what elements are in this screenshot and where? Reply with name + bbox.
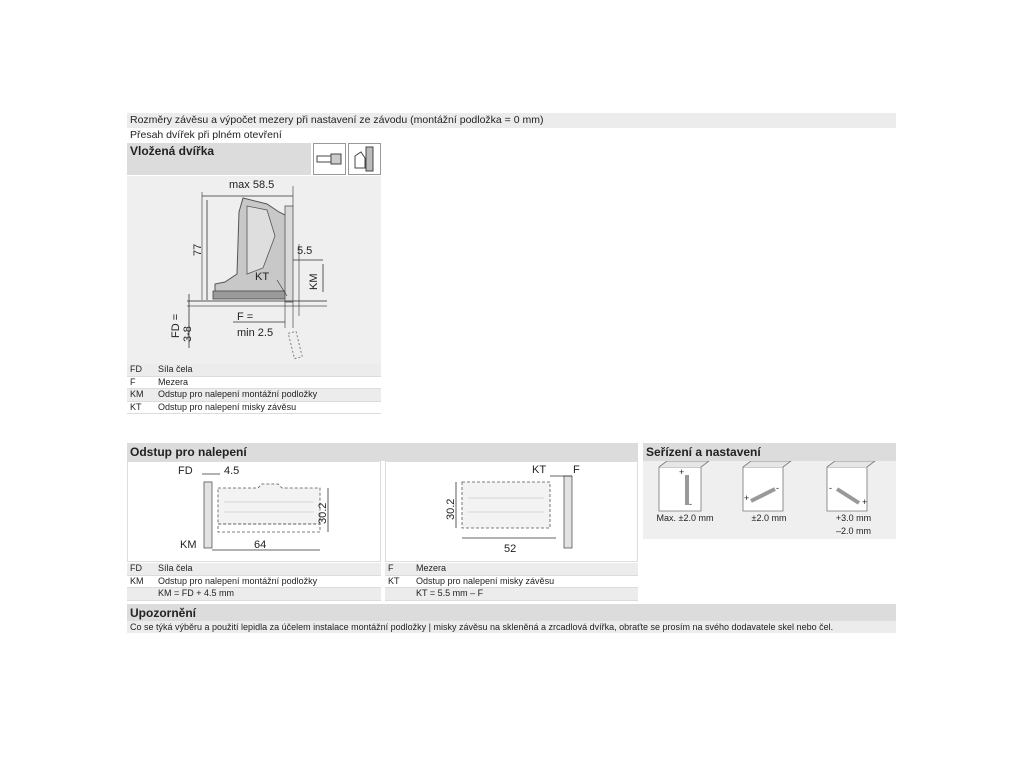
adjustment-diagrams	[643, 461, 896, 513]
legend-value: Odstup pro nalepení montážní podložky	[158, 575, 318, 586]
door-overlay-icon	[314, 144, 345, 174]
adjustment-title: Seřízení a nastavení	[643, 443, 896, 461]
dim-kt: KT	[255, 271, 270, 283]
dim-km: KM	[308, 273, 320, 290]
legend-value: KM = FD + 4.5 mm	[158, 588, 235, 598]
svg-text:+: +	[744, 493, 750, 503]
door-type-icon-b	[348, 143, 381, 175]
glue-left-km: KM	[180, 539, 197, 551]
door-type-icon-a	[313, 143, 346, 175]
legend-key	[127, 588, 158, 600]
glue-left-legend	[127, 563, 381, 601]
warning-text: Co se týká výběru a použití lepidla za účelem instalace montážní podložky | misky závěsu na skleněná a zrcadlová dvířka, obraťte se prosím na svého dodavatele skel nebo čel.	[127, 621, 896, 633]
adjust-label-3a: +3.0 mm	[835, 513, 872, 523]
glue-left-panel	[127, 461, 381, 562]
legend-key: F	[130, 376, 136, 387]
glue-left-h: 30.2	[317, 502, 329, 524]
dim-fd-2: 3-8	[182, 326, 194, 342]
glue-distance-title: Odstup pro nalepení	[127, 443, 638, 461]
intro-line-2: Přesah dvířek při plném otevření	[127, 128, 896, 143]
legend-value: Síla čela	[158, 563, 193, 573]
legend-key: FD	[130, 364, 142, 374]
vertical-adjust-icon	[659, 461, 709, 511]
legend-key: KM	[130, 389, 144, 399]
glue-right-kt: KT	[532, 464, 547, 476]
legend-key: F	[388, 563, 394, 573]
legend-key: KT	[388, 575, 400, 586]
insert-door-legend	[127, 364, 381, 414]
svg-text:+: +	[679, 467, 685, 477]
svg-text:-: -	[689, 499, 692, 509]
glue-right-panel	[385, 461, 638, 562]
dim-height: 77	[192, 243, 204, 256]
legend-row	[127, 588, 381, 601]
adjust-label-2: ±2.0 mm	[751, 513, 787, 523]
legend-row	[127, 402, 381, 415]
legend-row	[127, 377, 381, 390]
svg-text:-: -	[829, 483, 832, 493]
legend-value: Mezera	[158, 376, 189, 387]
dim-f-2: min 2.5	[237, 327, 274, 339]
dim-fd-1: FD =	[170, 313, 182, 338]
legend-row	[385, 563, 638, 576]
svg-text:-: -	[776, 483, 779, 493]
glue-right-len: 52	[504, 543, 517, 555]
glue-right-diagram	[386, 462, 637, 561]
legend-row	[127, 563, 381, 576]
legend-row	[385, 576, 638, 589]
legend-value: Síla čela	[158, 364, 193, 374]
side-adjust-icon	[743, 461, 791, 511]
glue-left-fd: FD	[178, 465, 193, 477]
svg-text:+: +	[862, 497, 868, 507]
legend-row	[385, 588, 638, 601]
adjust-label-3b: –2.0 mm	[835, 526, 871, 536]
glue-right-legend	[385, 563, 638, 601]
legend-value: KT = 5.5 mm – F	[416, 588, 484, 598]
insert-door-title: Vložená dvířka	[127, 143, 311, 175]
dim-max: max 58.5	[229, 179, 275, 191]
door-inset-icon	[349, 144, 380, 174]
legend-key: KM	[130, 575, 144, 586]
legend-value: Mezera	[416, 563, 447, 573]
depth-adjust-icon	[827, 461, 875, 511]
glue-right-h: 30.2	[445, 498, 457, 520]
intro-line-1: Rozměry závěsu a výpočet mezery při nastavení ze závodu (montážní podložka = 0 mm)	[127, 113, 896, 128]
legend-value: Odstup pro nalepení montážní podložky	[158, 389, 318, 399]
legend-value: Odstup pro nalepení misky závěsu	[416, 575, 555, 586]
glue-right-f: F	[573, 464, 580, 476]
glue-left-w: 4.5	[224, 465, 240, 477]
insert-door-diagram-panel	[127, 176, 381, 364]
legend-row	[127, 576, 381, 589]
dim-f-1: F =	[237, 311, 254, 323]
legend-key: KT	[130, 401, 142, 412]
hinge-diagram	[127, 176, 381, 364]
legend-key: FD	[130, 563, 142, 573]
dim-side: 5.5	[297, 245, 313, 257]
glue-left-diagram	[128, 462, 380, 561]
glue-left-len: 64	[254, 539, 267, 551]
legend-value: Odstup pro nalepení misky závěsu	[158, 401, 297, 412]
legend-row	[127, 364, 381, 377]
adjust-label-1: Max. ±2.0 mm	[656, 513, 714, 523]
legend-key	[385, 588, 416, 600]
warning-title: Upozornění	[127, 604, 896, 622]
legend-row	[127, 389, 381, 402]
